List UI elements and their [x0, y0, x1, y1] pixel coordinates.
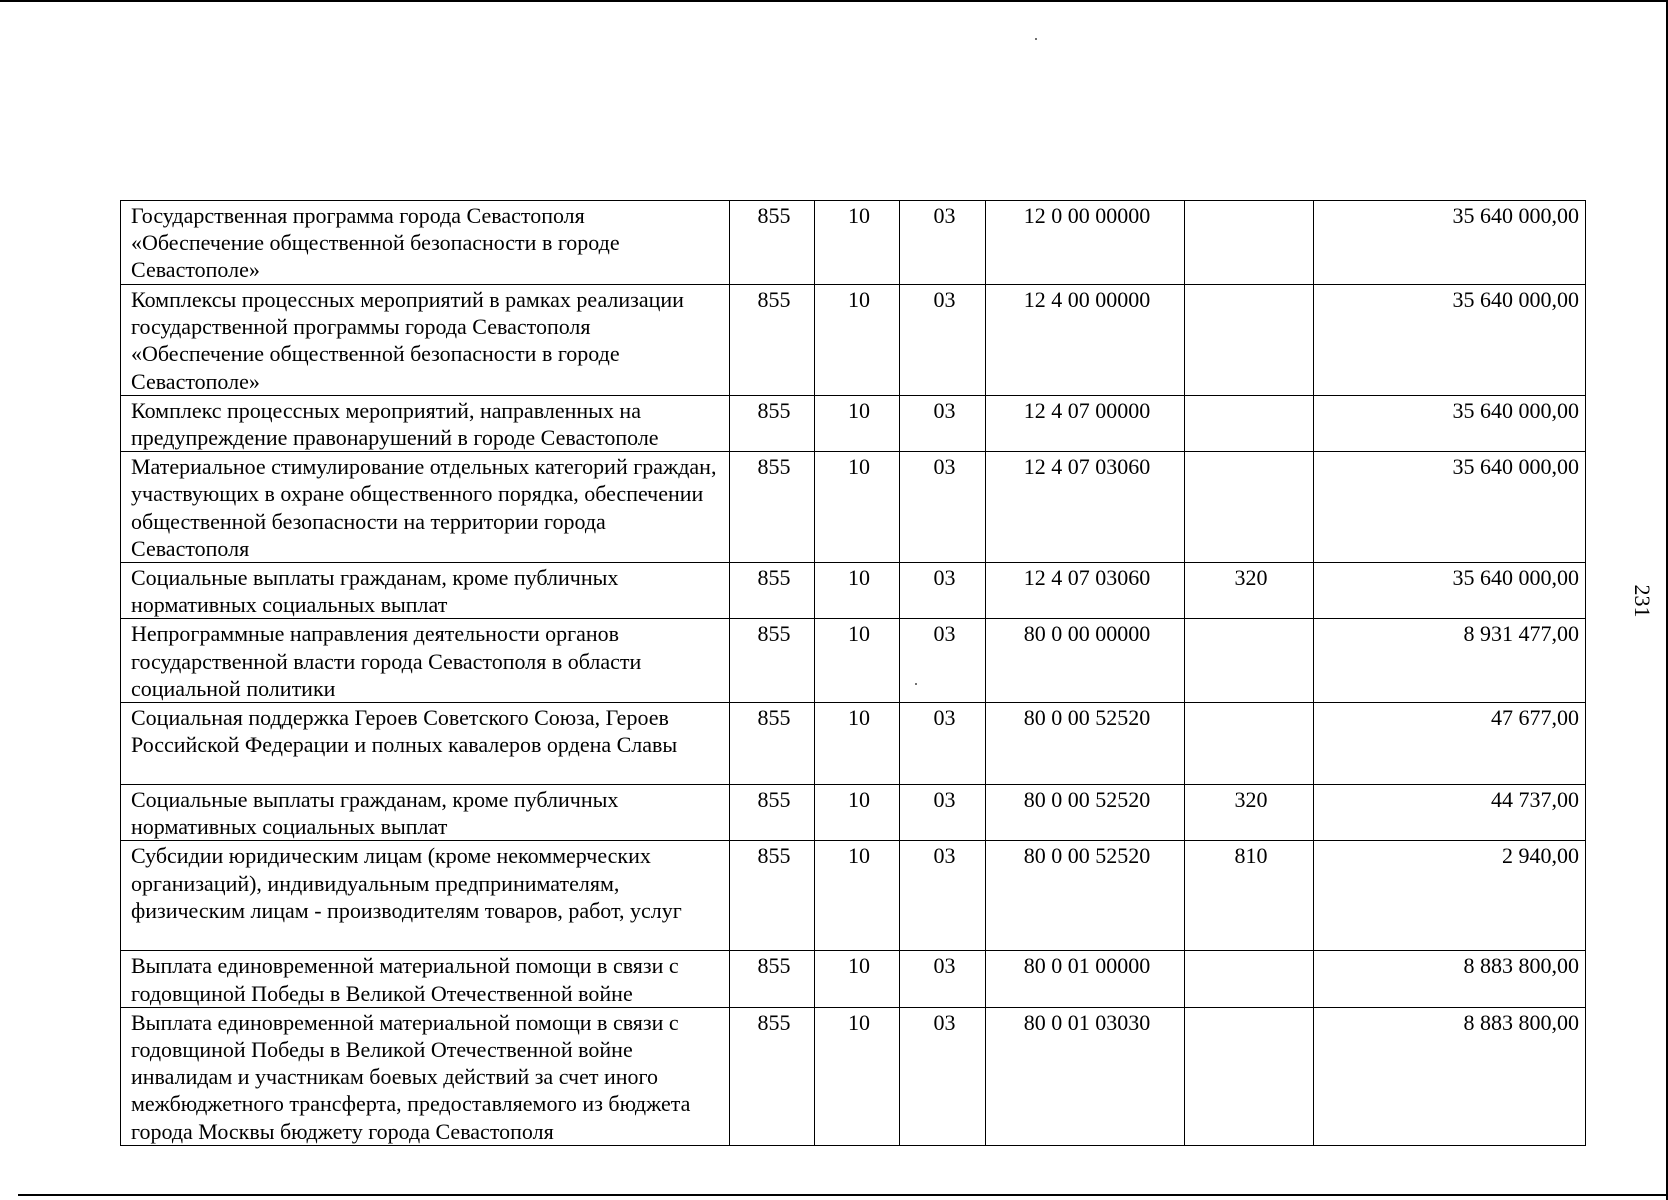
row-razdel: 10 [815, 841, 900, 951]
row-amount: 8 883 800,00 [1314, 951, 1586, 1007]
row-vedomstvo: 855 [730, 563, 815, 619]
table-row [121, 1007, 1586, 1145]
row-expense-type [1185, 452, 1314, 563]
row-amount: 44 737,00 [1314, 785, 1586, 841]
row-amount: 35 640 000,00 [1314, 395, 1586, 451]
scan-speck [1035, 38, 1037, 40]
row-podrazdel: 03 [900, 201, 986, 285]
row-expense-type [1185, 1007, 1314, 1145]
row-amount: 8 931 477,00 [1314, 619, 1586, 703]
row-name: Материальное стимулирование отдельных категорий граждан, участвующих в охране общественного порядка, обеспечении общественной безопасности на территории города Севастополя [121, 452, 730, 563]
table-body [121, 201, 1586, 1146]
row-target-article: 80 0 00 52520 [986, 841, 1185, 951]
row-vedomstvo: 855 [730, 841, 815, 951]
row-expense-type [1185, 703, 1314, 785]
row-razdel: 10 [815, 563, 900, 619]
row-podrazdel: 03 [900, 951, 986, 1007]
row-razdel: 10 [815, 452, 900, 563]
row-razdel: 10 [815, 201, 900, 285]
row-target-article: 12 4 07 03060 [986, 563, 1185, 619]
row-podrazdel: 03 [900, 841, 986, 951]
row-target-article: 80 0 00 00000 [986, 619, 1185, 703]
row-razdel: 10 [815, 785, 900, 841]
scan-border-top [0, 0, 1668, 2]
row-vedomstvo: 855 [730, 619, 815, 703]
row-target-article: 12 0 00 00000 [986, 201, 1185, 285]
row-podrazdel: 03 [900, 452, 986, 563]
row-vedomstvo: 855 [730, 785, 815, 841]
row-amount: 35 640 000,00 [1314, 563, 1586, 619]
row-vedomstvo: 855 [730, 1007, 815, 1145]
row-podrazdel: 03 [900, 1007, 986, 1145]
row-vedomstvo: 855 [730, 285, 815, 396]
table-row [121, 951, 1586, 1007]
row-amount: 47 677,00 [1314, 703, 1586, 785]
table-row [121, 452, 1586, 563]
row-name: Выплата единовременной материальной помощи в связи с годовщиной Победы в Великой Отечественной войне инвалидам и участникам боевых действий за счет иного межбюджетного трансферта, предоставляемого из бюджета города Москвы бюджету города Севастополя [121, 1007, 730, 1145]
row-target-article: 80 0 00 52520 [986, 703, 1185, 785]
table-row [121, 619, 1586, 703]
row-razdel: 10 [815, 395, 900, 451]
row-podrazdel: 03 [900, 285, 986, 396]
row-podrazdel: 03 [900, 703, 986, 785]
row-target-article: 80 0 01 03030 [986, 1007, 1185, 1145]
table-row [121, 201, 1586, 285]
row-name: Социальные выплаты гражданам, кроме публичных нормативных социальных выплат [121, 563, 730, 619]
row-razdel: 10 [815, 619, 900, 703]
scan-rule-bottom [18, 1194, 1668, 1196]
row-expense-type [1185, 619, 1314, 703]
table-row [121, 785, 1586, 841]
page-number: 231 [1630, 584, 1655, 618]
row-expense-type: 810 [1185, 841, 1314, 951]
row-target-article: 80 0 00 52520 [986, 785, 1185, 841]
row-name: Комплекс процессных мероприятий, направленных на предупреждение правонарушений в городе Севастополе [121, 395, 730, 451]
row-expense-type [1185, 951, 1314, 1007]
row-target-article: 80 0 01 00000 [986, 951, 1185, 1007]
row-expense-type [1185, 395, 1314, 451]
row-expense-type [1185, 201, 1314, 285]
row-target-article: 12 4 00 00000 [986, 285, 1185, 396]
row-name: Комплексы процессных мероприятий в рамках реализации государственной программы города Севастополя «Обеспечение общественной безопасности в городе Севастополе» [121, 285, 730, 396]
table-row [121, 285, 1586, 396]
row-vedomstvo: 855 [730, 951, 815, 1007]
row-target-article: 12 4 07 00000 [986, 395, 1185, 451]
table-row [121, 841, 1586, 951]
row-podrazdel: 03 [900, 785, 986, 841]
row-podrazdel: 03 [900, 395, 986, 451]
row-name: Социальные выплаты гражданам, кроме публичных нормативных социальных выплат [121, 785, 730, 841]
row-razdel: 10 [815, 1007, 900, 1145]
row-amount: 8 883 800,00 [1314, 1007, 1586, 1145]
table-row [121, 703, 1586, 785]
table-row [121, 395, 1586, 451]
row-amount: 35 640 000,00 [1314, 285, 1586, 396]
row-razdel: 10 [815, 951, 900, 1007]
row-amount: 35 640 000,00 [1314, 201, 1586, 285]
row-expense-type [1185, 285, 1314, 396]
row-name: Выплата единовременной материальной помощи в связи с годовщиной Победы в Великой Отечественной войне [121, 951, 730, 1007]
row-vedomstvo: 855 [730, 452, 815, 563]
row-vedomstvo: 855 [730, 201, 815, 285]
row-target-article: 12 4 07 03060 [986, 452, 1185, 563]
row-vedomstvo: 855 [730, 395, 815, 451]
row-amount: 35 640 000,00 [1314, 452, 1586, 563]
row-podrazdel: 03 [900, 563, 986, 619]
row-expense-type: 320 [1185, 563, 1314, 619]
budget-table [120, 200, 1586, 1146]
table-row [121, 563, 1586, 619]
row-expense-type: 320 [1185, 785, 1314, 841]
row-name: Социальная поддержка Героев Советского Союза, Героев Российской Федерации и полных кавалеров ордена Славы [121, 703, 730, 785]
row-vedomstvo: 855 [730, 703, 815, 785]
row-name: Субсидии юридическим лицам (кроме некоммерческих организаций), индивидуальным предпринимателям, физическим лицам - производителям товаров, работ, услуг [121, 841, 730, 951]
row-podrazdel: 03 [900, 619, 986, 703]
row-razdel: 10 [815, 285, 900, 396]
row-amount: 2 940,00 [1314, 841, 1586, 951]
row-name: Государственная программа города Севастополя «Обеспечение общественной безопасности в городе Севастополе» [121, 201, 730, 285]
row-name: Непрограммные направления деятельности органов государственной власти города Севастополя в области социальной политики [121, 619, 730, 703]
row-razdel: 10 [815, 703, 900, 785]
